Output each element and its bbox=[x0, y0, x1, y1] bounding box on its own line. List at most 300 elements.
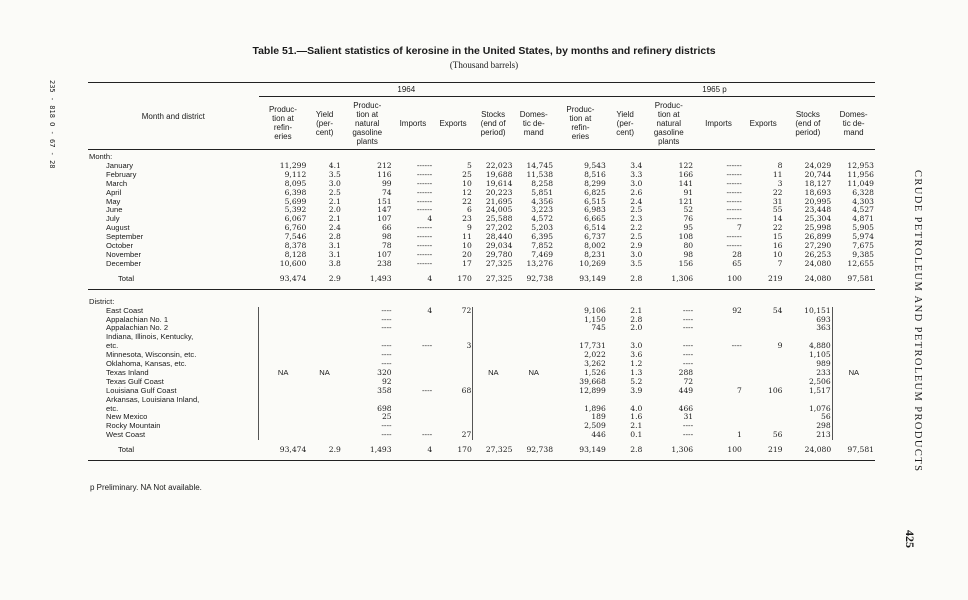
month-value: ------ bbox=[416, 179, 433, 188]
month-name: March bbox=[106, 179, 128, 188]
natgas-1964 bbox=[342, 396, 393, 405]
month-value: ------ bbox=[416, 224, 433, 233]
month-value: 4.1 bbox=[328, 161, 341, 170]
yield-1965 bbox=[607, 333, 644, 342]
natgas-1964: ---- bbox=[381, 360, 392, 369]
district-name: etc. bbox=[106, 342, 119, 351]
exports-1965 bbox=[743, 333, 784, 342]
month-value: 66 bbox=[381, 224, 392, 233]
month-value: 122 bbox=[678, 161, 694, 170]
month-value: 11 bbox=[462, 233, 472, 242]
stocks-1965: 1,105 bbox=[808, 351, 831, 360]
production-1965: 189 bbox=[591, 413, 606, 422]
natgas-1965: ---- bbox=[682, 324, 694, 333]
month-value: 6,515 bbox=[584, 197, 606, 206]
empty-cell bbox=[694, 150, 743, 162]
month-value: ------ bbox=[416, 188, 433, 197]
district-name: Minnesota, Wisconsin, etc. bbox=[106, 351, 197, 360]
empty-cell bbox=[554, 150, 607, 162]
month-name: February bbox=[106, 170, 137, 179]
empty-cell bbox=[307, 150, 342, 162]
month-value: 8,299 bbox=[584, 179, 606, 188]
district-total-value: 27,325 bbox=[473, 440, 514, 460]
month-section-label: Month: bbox=[89, 152, 113, 161]
district-total-value: 1,493 bbox=[342, 440, 393, 460]
production-1965: 3,262 bbox=[584, 360, 606, 369]
month-value: 3.0 bbox=[630, 250, 643, 259]
year-1964-header: 1964 bbox=[259, 83, 554, 97]
month-value: 98 bbox=[381, 233, 392, 242]
month-name: September bbox=[106, 233, 144, 242]
month-value: ------ bbox=[416, 242, 433, 251]
month-value: 5 bbox=[466, 161, 472, 170]
month-value: 25,304 bbox=[804, 215, 832, 224]
production-1965 bbox=[554, 396, 607, 405]
imports-1965 bbox=[694, 369, 743, 378]
month-value: ------ bbox=[416, 161, 433, 170]
month-value: 17 bbox=[462, 259, 472, 268]
month-value: 6,825 bbox=[584, 188, 606, 197]
month-value: 2.1 bbox=[328, 197, 341, 206]
natgas-1964: 25 bbox=[381, 413, 392, 422]
month-value: 6,760 bbox=[284, 224, 307, 233]
district-name: Appalachian No. 2 bbox=[106, 324, 169, 333]
month-total-value: 1,493 bbox=[342, 269, 393, 289]
empty-cell bbox=[513, 289, 554, 306]
month-total-value: 100 bbox=[694, 269, 743, 289]
imports-1964 bbox=[393, 369, 434, 378]
district-total-value: 1,306 bbox=[643, 440, 694, 460]
month-value: ------ bbox=[416, 206, 433, 215]
district-total-value: 92,738 bbox=[513, 440, 554, 460]
month-value: 22,023 bbox=[485, 161, 513, 170]
month-total-value: 2.9 bbox=[307, 269, 342, 289]
month-value: 27,325 bbox=[485, 259, 513, 268]
month-total-value: 1,306 bbox=[643, 269, 694, 289]
month-row bbox=[88, 198, 875, 207]
month-value: 5,203 bbox=[531, 224, 554, 233]
month-value: 9,543 bbox=[584, 161, 606, 170]
y1965-col-header-3: Imports bbox=[694, 97, 743, 150]
production-1965: 1,526 bbox=[584, 368, 606, 377]
month-row bbox=[88, 224, 875, 233]
imports-1964 bbox=[393, 422, 434, 431]
exports-1965 bbox=[743, 360, 784, 369]
district-name: New Mexico bbox=[106, 413, 148, 422]
exports-1964 bbox=[433, 396, 473, 405]
month-value: 238 bbox=[377, 259, 392, 268]
month-value: ------ bbox=[416, 259, 433, 268]
yield-1965 bbox=[607, 396, 644, 405]
empty-cell bbox=[832, 150, 875, 162]
natgas-1965: 288 bbox=[678, 368, 694, 377]
imports-1964: ---- bbox=[421, 386, 433, 395]
month-row bbox=[88, 233, 875, 242]
month-value: 10,600 bbox=[279, 259, 307, 268]
natgas-1965: ---- bbox=[682, 431, 694, 440]
month-value: 10 bbox=[462, 179, 472, 188]
imports-1965 bbox=[694, 422, 743, 431]
yield-1965: 1.6 bbox=[630, 413, 643, 422]
y1965-col-header-1: Yield (per- cent) bbox=[607, 97, 644, 150]
exports-1964: 3 bbox=[466, 342, 472, 351]
yield-1965: 5.2 bbox=[630, 377, 643, 386]
imports-1965 bbox=[694, 360, 743, 369]
month-value: ------ bbox=[726, 242, 742, 251]
month-value: 26,899 bbox=[804, 233, 832, 242]
natgas-1965: ---- bbox=[682, 306, 694, 315]
month-value: 99 bbox=[381, 179, 392, 188]
month-total-value: 92,738 bbox=[513, 269, 554, 289]
month-value: 147 bbox=[377, 206, 392, 215]
month-name: October bbox=[106, 242, 134, 251]
empty-cell bbox=[643, 289, 694, 306]
imports-1964 bbox=[393, 396, 434, 405]
month-value: 91 bbox=[683, 188, 694, 197]
empty-cell bbox=[473, 150, 514, 162]
empty-cell bbox=[473, 289, 514, 306]
empty-cell bbox=[433, 289, 473, 306]
month-value: 3.0 bbox=[328, 179, 341, 188]
production-1965: 17,731 bbox=[579, 342, 606, 351]
month-name: January bbox=[106, 161, 134, 170]
month-value: ------ bbox=[416, 170, 433, 179]
month-value: 2.3 bbox=[630, 215, 643, 224]
month-value: ------ bbox=[726, 215, 742, 224]
exports-1965 bbox=[743, 369, 784, 378]
month-value: 6,398 bbox=[284, 188, 307, 197]
month-value: ------ bbox=[416, 233, 433, 242]
yield-1965: 1.3 bbox=[630, 368, 643, 377]
month-name: May bbox=[106, 197, 121, 206]
empty-cell bbox=[259, 150, 308, 162]
imports-1965 bbox=[694, 351, 743, 360]
month-value: 76 bbox=[683, 215, 694, 224]
month-value: 24,005 bbox=[485, 206, 513, 215]
month-value: 3.0 bbox=[630, 179, 643, 188]
month-value: 4,572 bbox=[531, 215, 554, 224]
month-name: August bbox=[106, 224, 130, 233]
month-value: 52 bbox=[683, 206, 694, 215]
y1964-col-header-4: Exports bbox=[433, 97, 473, 150]
empty-cell bbox=[832, 289, 875, 306]
imports-1965 bbox=[694, 324, 743, 333]
month-row bbox=[88, 242, 875, 251]
empty-cell bbox=[607, 289, 644, 306]
exports-1965 bbox=[743, 413, 784, 422]
y1964-col-header-3: Imports bbox=[393, 97, 434, 150]
district-total-value: 24,080 bbox=[783, 440, 832, 460]
production-1965: 12,899 bbox=[579, 386, 606, 395]
na-demand-1964: NA bbox=[528, 367, 539, 377]
month-value: 11,956 bbox=[847, 170, 874, 179]
exports-1965: 56 bbox=[772, 431, 783, 440]
month-value: 26,253 bbox=[804, 250, 832, 259]
month-value: 98 bbox=[683, 250, 694, 259]
imports-1965: 92 bbox=[732, 306, 742, 315]
month-value: 8,095 bbox=[284, 179, 307, 188]
month-row bbox=[88, 251, 875, 260]
month-value: 2.5 bbox=[630, 206, 643, 215]
table-title: Table 51.—Salient statistics of kerosine in the United States, by months and refinery districts bbox=[252, 45, 716, 57]
month-value: 22 bbox=[772, 224, 783, 233]
month-value: 6,983 bbox=[584, 206, 606, 215]
yield-1965: 2.0 bbox=[630, 324, 643, 333]
month-value: 6,514 bbox=[584, 224, 606, 233]
month-value: 15 bbox=[772, 233, 783, 242]
month-value: 8 bbox=[777, 161, 783, 170]
month-value: 10 bbox=[462, 242, 472, 251]
empty-cell bbox=[554, 289, 607, 306]
exports-1965 bbox=[743, 316, 784, 325]
natgas-1965 bbox=[643, 396, 694, 405]
empty-cell bbox=[783, 150, 832, 162]
imports-1965 bbox=[694, 333, 743, 342]
month-value: 8,231 bbox=[584, 250, 606, 259]
month-value: 151 bbox=[377, 197, 392, 206]
month-row bbox=[88, 162, 875, 171]
month-value: 141 bbox=[678, 179, 694, 188]
month-value: 11,538 bbox=[526, 170, 554, 179]
empty-cell bbox=[607, 150, 644, 162]
empty-cell bbox=[743, 289, 784, 306]
imports-1965: 1 bbox=[737, 431, 742, 440]
month-value: 20,995 bbox=[804, 197, 832, 206]
imports-1964 bbox=[393, 360, 434, 369]
natgas-1965: 31 bbox=[683, 413, 694, 422]
month-row bbox=[88, 260, 875, 269]
exports-1964 bbox=[433, 351, 473, 360]
exports-1965: 106 bbox=[767, 386, 783, 395]
month-value: ------ bbox=[726, 179, 742, 188]
stocks-1965: 1,076 bbox=[808, 404, 831, 413]
imports-1964 bbox=[393, 333, 434, 342]
district-total-value: 2.9 bbox=[307, 440, 342, 460]
month-value: 107 bbox=[377, 250, 392, 259]
month-value: 12 bbox=[462, 188, 472, 197]
month-value: 3,223 bbox=[531, 206, 554, 215]
y1965-col-header-2: Produc- tion at natural gasoline plants bbox=[643, 97, 694, 150]
exports-1965: 54 bbox=[772, 306, 783, 315]
district-name: Arkansas, Louisiana Inland, bbox=[106, 395, 200, 404]
month-value: 6,395 bbox=[531, 233, 554, 242]
month-value: 3.1 bbox=[328, 250, 341, 259]
district-total-value: 100 bbox=[694, 440, 743, 460]
imports-1964: ---- bbox=[421, 431, 433, 440]
month-value: 4,303 bbox=[852, 197, 874, 206]
month-total-value: 2.8 bbox=[607, 269, 644, 289]
month-value: 11,299 bbox=[279, 161, 307, 170]
stocks-1965: 233 bbox=[816, 368, 831, 377]
month-value: 2.4 bbox=[328, 224, 341, 233]
stocks-1965: 298 bbox=[816, 422, 831, 431]
month-value: ------ bbox=[416, 197, 433, 206]
month-value: 2.2 bbox=[630, 224, 643, 233]
imports-1964 bbox=[393, 378, 434, 387]
month-value: 55 bbox=[772, 206, 783, 215]
natgas-1964: ---- bbox=[381, 431, 392, 440]
imports-1965: ---- bbox=[731, 342, 742, 351]
yield-1965: 4.0 bbox=[630, 404, 643, 413]
imports-1965: 7 bbox=[737, 386, 742, 395]
month-value: 8,002 bbox=[584, 242, 606, 251]
yield-1965: 3.6 bbox=[630, 351, 643, 360]
month-total-value: 170 bbox=[433, 269, 473, 289]
stub-header: Month and district bbox=[88, 83, 259, 150]
yield-1965: 3.0 bbox=[630, 342, 643, 351]
month-value: 116 bbox=[377, 170, 392, 179]
production-1965 bbox=[554, 333, 607, 342]
stocks-1965 bbox=[783, 396, 832, 405]
production-1965: 446 bbox=[591, 431, 606, 440]
natgas-1964: ---- bbox=[381, 315, 392, 324]
month-value: 7 bbox=[737, 224, 742, 233]
month-value: 7,469 bbox=[531, 250, 554, 259]
month-value: 7,852 bbox=[531, 242, 554, 251]
month-name: December bbox=[106, 259, 142, 268]
month-value: 18,693 bbox=[804, 188, 832, 197]
district-name: East Coast bbox=[106, 306, 144, 315]
month-value: 25,588 bbox=[485, 215, 513, 224]
district-name: Rocky Mountain bbox=[106, 422, 161, 431]
month-value: 10 bbox=[772, 250, 783, 259]
district-name: Indiana, Illinois, Kentucky, bbox=[106, 333, 194, 342]
empty-cell bbox=[433, 150, 473, 162]
month-value: 18,127 bbox=[804, 179, 832, 188]
natgas-1965: 449 bbox=[678, 386, 694, 395]
exports-1964 bbox=[433, 378, 473, 387]
month-value: 10,269 bbox=[579, 259, 606, 268]
month-row bbox=[88, 215, 875, 224]
month-value: 74 bbox=[381, 188, 392, 197]
month-value: 4,527 bbox=[852, 206, 874, 215]
month-total-value: 4 bbox=[393, 269, 434, 289]
month-name: July bbox=[106, 215, 120, 224]
imports-1964: ---- bbox=[421, 342, 433, 351]
month-value: 8,516 bbox=[584, 170, 606, 179]
month-value: ------ bbox=[726, 161, 742, 170]
month-total-value: 219 bbox=[743, 269, 784, 289]
exports-1964: 68 bbox=[461, 386, 472, 395]
imports-1964 bbox=[393, 351, 434, 360]
month-value: 16 bbox=[772, 242, 783, 251]
month-value: 5,905 bbox=[852, 224, 874, 233]
imports-1964 bbox=[393, 413, 434, 422]
stocks-1965: 363 bbox=[816, 324, 831, 333]
month-value: 80 bbox=[683, 242, 694, 251]
month-value: 6,328 bbox=[852, 188, 874, 197]
empty-cell bbox=[513, 150, 554, 162]
month-value: 29,034 bbox=[485, 242, 513, 251]
month-value: 2.9 bbox=[630, 242, 643, 251]
month-value: 7 bbox=[777, 259, 783, 268]
month-name: June bbox=[106, 206, 123, 215]
yield-1965: 1.2 bbox=[630, 360, 643, 369]
month-value: 24,080 bbox=[804, 259, 832, 268]
month-value: 4,356 bbox=[531, 197, 554, 206]
month-row bbox=[88, 171, 875, 180]
exports-1965: 9 bbox=[777, 342, 783, 351]
month-row bbox=[88, 180, 875, 189]
yield-1965: 2.8 bbox=[630, 315, 643, 324]
month-value: 22 bbox=[462, 197, 472, 206]
y1965-col-header-5: Stocks (end of period) bbox=[783, 97, 832, 150]
exports-1964 bbox=[433, 316, 473, 325]
natgas-1964: ---- bbox=[381, 351, 392, 360]
footnote: p Preliminary. NA Not available. bbox=[90, 483, 202, 492]
stocks-1965: 2,506 bbox=[808, 377, 831, 386]
y1965-col-header-4: Exports bbox=[743, 97, 784, 150]
month-value: 3.8 bbox=[328, 259, 341, 268]
month-name: November bbox=[106, 250, 142, 259]
month-total-value: 93,474 bbox=[259, 269, 308, 289]
month-value: ------ bbox=[416, 250, 433, 259]
production-1965: 1,896 bbox=[584, 404, 606, 413]
month-section-row bbox=[88, 150, 875, 162]
exports-1965 bbox=[743, 396, 784, 405]
imports-1964 bbox=[393, 316, 434, 325]
stocks-1965: 693 bbox=[816, 315, 831, 324]
imports-1964: 4 bbox=[427, 306, 433, 315]
month-value: 5,851 bbox=[531, 188, 554, 197]
month-value: 108 bbox=[678, 233, 694, 242]
month-value: 2.4 bbox=[630, 197, 643, 206]
district-total-label: Total bbox=[88, 440, 259, 460]
page-number: 425 bbox=[903, 530, 917, 548]
month-row bbox=[88, 206, 875, 215]
month-value: ------ bbox=[726, 197, 742, 206]
month-value: 25 bbox=[462, 170, 472, 179]
production-1965: 2,022 bbox=[584, 351, 606, 360]
month-value: 25,998 bbox=[804, 224, 832, 233]
month-total-value: 93,149 bbox=[554, 269, 607, 289]
natgas-1964: 698 bbox=[377, 404, 392, 413]
month-value: 6,737 bbox=[584, 233, 606, 242]
production-1965: 9,106 bbox=[584, 306, 606, 315]
y1964-col-header-6: Domes- tic de- mand bbox=[513, 97, 554, 150]
running-head: CRUDE PETROLEUM AND PETROLEUM PRODUCTS bbox=[912, 170, 923, 473]
stocks-1965: 4,880 bbox=[808, 342, 831, 351]
month-value: 2.1 bbox=[328, 215, 341, 224]
month-value: 6,665 bbox=[584, 215, 606, 224]
month-value: 9,112 bbox=[284, 170, 307, 179]
y1964-col-header-5: Stocks (end of period) bbox=[473, 97, 514, 150]
imports-1965 bbox=[694, 378, 743, 387]
month-value: 11,049 bbox=[847, 179, 874, 188]
month-value: 3.4 bbox=[630, 161, 643, 170]
month-value: 4 bbox=[427, 215, 433, 224]
production-1965: 1,150 bbox=[584, 315, 606, 324]
district-name: Louisiana Gulf Coast bbox=[106, 386, 177, 395]
month-value: 23 bbox=[462, 215, 472, 224]
exports-1965 bbox=[743, 405, 784, 414]
month-value: 166 bbox=[678, 170, 694, 179]
exports-1964 bbox=[433, 405, 473, 414]
month-total-value: 24,080 bbox=[783, 269, 832, 289]
month-value: 13,276 bbox=[526, 259, 554, 268]
empty-cell bbox=[393, 289, 434, 306]
na-stocks-1964: NA bbox=[473, 307, 514, 441]
natgas-1964: 320 bbox=[377, 368, 392, 377]
district-total-value: 97,581 bbox=[832, 440, 875, 460]
month-value: 19,614 bbox=[485, 179, 513, 188]
stocks-1965: 1,517 bbox=[808, 386, 831, 395]
y1965-col-header-6: Domes- tic de- mand bbox=[832, 97, 875, 150]
month-value: 28 bbox=[732, 250, 742, 259]
natgas-1964 bbox=[342, 333, 393, 342]
month-value: 2.5 bbox=[328, 188, 341, 197]
month-value: 2.6 bbox=[630, 188, 643, 197]
